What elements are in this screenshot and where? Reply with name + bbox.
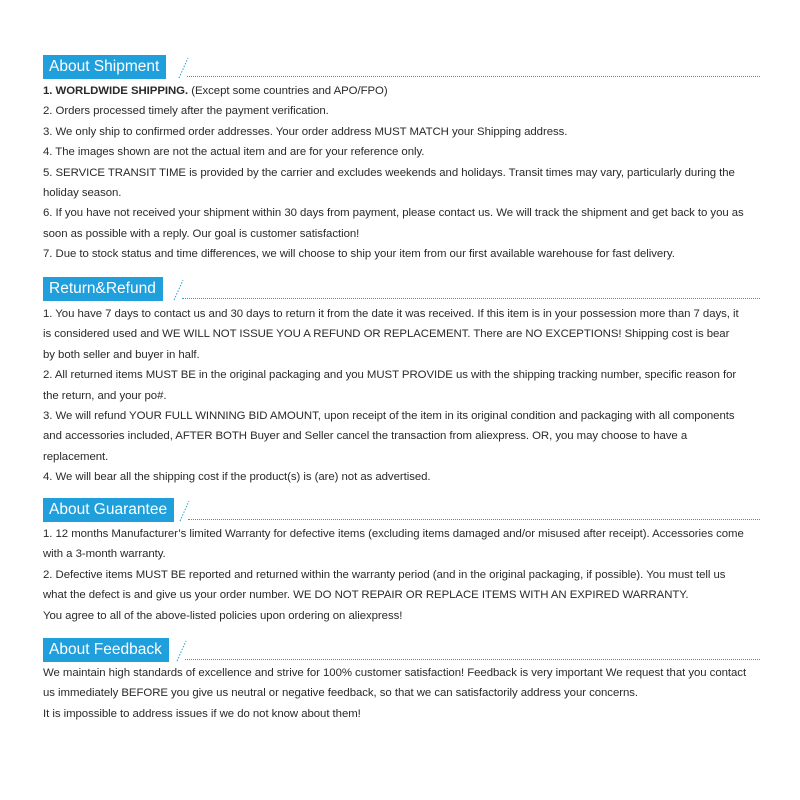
shipment-title: About Shipment [43, 55, 166, 79]
feedback-line: We maintain high standards of excellence and strive for 100% customer satisfaction! Feedback is very important We request that you contact [43, 667, 747, 679]
refund-line: 4. We will bear all the shipping cost if the product(s) is (are) not as advertised. [43, 471, 431, 484]
refund-header [43, 277, 760, 301]
shipment-body [43, 79, 760, 265]
guarantee-divider [188, 519, 760, 520]
shipment-line-1 [43, 81, 760, 101]
feedback-body [43, 662, 760, 724]
shipment-line: 5. SERVICE TRANSIT TIME is provided by the carrier and excludes weekends and holidays. Transit times may vary, particularly during the [43, 166, 735, 179]
shipment-line: holiday season. [43, 187, 122, 200]
shipment-line: soon as possible with a reply. Our goal is customer satisfaction! [43, 227, 360, 240]
refund-line: by both seller and buyer in half. [43, 348, 200, 361]
guarantee-line: with a 3-month warranty. [43, 548, 166, 561]
shipment-line: 4. The images shown are not the actual item and are for your reference only. [43, 146, 425, 159]
guarantee-body [43, 522, 760, 626]
shipment-line: 3. We only ship to confirmed order addresses. Your order address MUST MATCH your Shipping address. [43, 125, 568, 138]
guarantee-title: About Guarantee [43, 498, 174, 522]
shipment-line: 6. If you have not received your shipment within 30 days from payment, please contact us. We will track the shipment and get back to you as [43, 207, 744, 220]
shipment-line: 2. Orders processed timely after the payment verification. [43, 105, 329, 118]
guarantee-header [43, 498, 760, 522]
refund-body [43, 301, 760, 488]
guarantee-line: 2. Defective items MUST BE reported and returned within the warranty period (and in the original packaging, if possible). You must tell us [43, 568, 726, 581]
feedback-section [43, 638, 760, 724]
shipment-exceptions: (Except some countries and APO/FPO) [188, 85, 388, 97]
shipment-line: 7. Due to stock status and time differences, we will choose to ship your item from our first available warehouse for fast delivery. [43, 248, 675, 261]
refund-section [43, 277, 760, 488]
feedback-line: us immediately BEFORE you give us neutral or negative feedback, so that we can satisfactorily address your concerns. [43, 687, 639, 700]
refund-line: and accessories included, AFTER BOTH Buyer and Seller cancel the transaction from aliexpress. OR, you may choose to have a [43, 430, 688, 443]
feedback-divider [185, 659, 760, 660]
shipment-worldwide: 1. WORLDWIDE SHIPPING. [43, 85, 189, 97]
refund-line: replacement. [43, 450, 109, 463]
feedback-header [43, 638, 760, 662]
refund-divider [182, 298, 760, 299]
feedback-title: About Feedback [43, 638, 169, 662]
guarantee-line: 1. 12 months Manufacturer’s limited Warranty for defective items (excluding items damaged and/or misused after receipt). Accessories come [43, 528, 744, 540]
refund-line: 1. You have 7 days to contact us and 30 days to return it from the date it was received. If this item is in your possession more than 7 days, it [43, 308, 739, 320]
guarantee-line: what the defect is and give us your order number. WE DO NOT REPAIR OR REPLACE ITEMS WITH AN EXPIRED WARRANTY. [43, 589, 689, 602]
guarantee-line: You agree to all of the above-listed policies upon ordering on aliexpress! [43, 609, 403, 622]
shipment-section [43, 55, 760, 265]
shipment-header [43, 55, 760, 79]
refund-title: Return&Refund [43, 277, 163, 301]
guarantee-section [43, 498, 760, 626]
refund-line: is considered used and WE WILL NOT ISSUE YOU A REFUND OR REPLACEMENT. There are NO EXCEPTIONS! Shipping cost is bear [43, 328, 730, 341]
feedback-line: It is impossible to address issues if we do not know about them! [43, 707, 361, 720]
refund-line: 3. We will refund YOUR FULL WINNING BID AMOUNT, upon receipt of the item in its original condition and packaging with all components [43, 410, 735, 423]
refund-line: 2. All returned items MUST BE in the original packaging and you MUST PROVIDE us with the shipping tracking number, specific reason for [43, 369, 737, 382]
refund-line: the return, and your po#. [43, 389, 167, 402]
shipment-divider [187, 76, 760, 77]
